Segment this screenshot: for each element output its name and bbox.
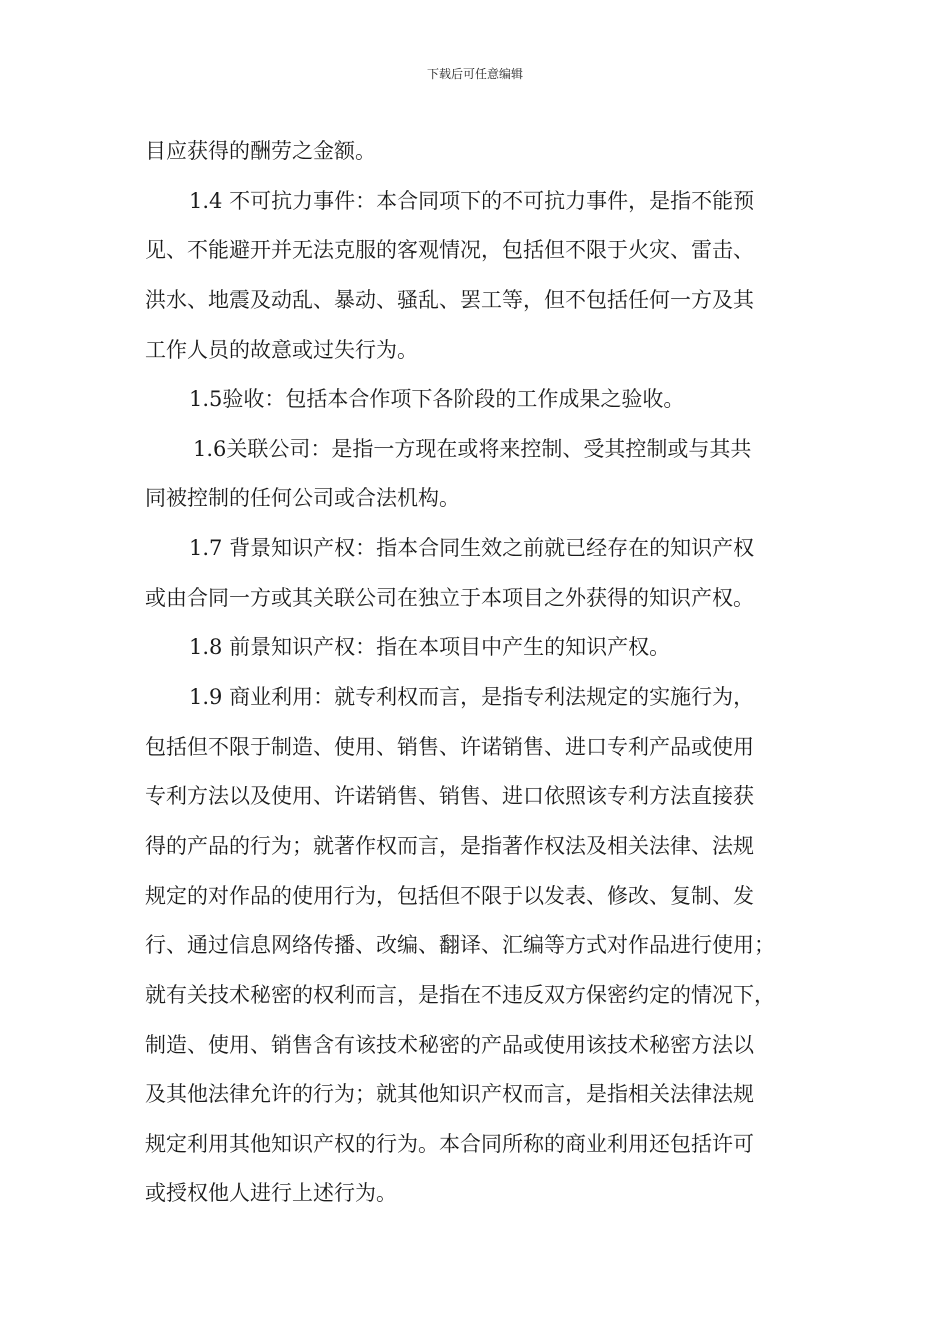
text-line: 包括但不限于制造、使用、销售、许诺销售、进口专利产品或使用 [145, 734, 754, 759]
text-line: 或由合同一方或其关联公司在独立于本项目之外获得的知识产权。 [145, 585, 754, 610]
text-line: 制造、使用、销售含有该技术秘密的产品或使用该技术秘密方法以 [145, 1032, 754, 1057]
text-line: 见、不能避开并无法克服的客观情况，包括但不限于火灾、雷击、 [145, 238, 754, 263]
text-line: 1.7 背景知识产权：指本合同生效之前就已经存在的知识产权 [189, 536, 755, 561]
text-line: 1.5验收：包括本合作项下各阶段的工作成果之验收。 [189, 387, 685, 412]
text-line: 就有关技术秘密的权利而言，是指在不违反双方保密约定的情况下， [145, 982, 775, 1007]
text-line: 规定利用其他知识产权的行为。本合同所称的商业利用还包括许可 [145, 1131, 754, 1156]
text-line: 1.6关联公司：是指一方现在或将来控制、受其控制或与其共 [193, 436, 752, 461]
text-line: 工作人员的故意或过失行为。 [145, 337, 418, 362]
text-line: 行、通过信息网络传播、改编、翻译、汇编等方式对作品进行使用； [145, 933, 775, 958]
text-line: 1.4 不可抗力事件：本合同项下的不可抗力事件，是指不能预 [189, 188, 755, 213]
text-line: 专利方法以及使用、许诺销售、销售、进口依照该专利方法直接获 [145, 784, 754, 809]
text-line: 或授权他人进行上述行为。 [145, 1181, 397, 1206]
text-line: 同被控制的任何公司或合法机构。 [145, 486, 460, 511]
text-line: 洪水、地震及动乱、暴动、骚乱、罢工等，但不包括任何一方及其 [145, 287, 754, 312]
text-line: 1.8 前景知识产权：指在本项目中产生的知识产权。 [189, 635, 671, 660]
text-line: 得的产品的行为；就著作权而言，是指著作权法及相关法律、法规 [145, 833, 754, 858]
page-header: 下载后可任意编辑 [426, 67, 523, 81]
text-line: 及其他法律允许的行为；就其他知识产权而言，是指相关法律法规 [145, 1082, 754, 1107]
document-body [145, 127, 817, 1219]
text-line: 1.9 商业利用：就专利权而言，是指专利法规定的实施行为， [189, 685, 755, 710]
text-line: 目应获得的酬劳之金额。 [145, 139, 376, 163]
text-line: 规定的对作品的使用行为，包括但不限于以发表、修改、复制、发 [145, 883, 754, 908]
